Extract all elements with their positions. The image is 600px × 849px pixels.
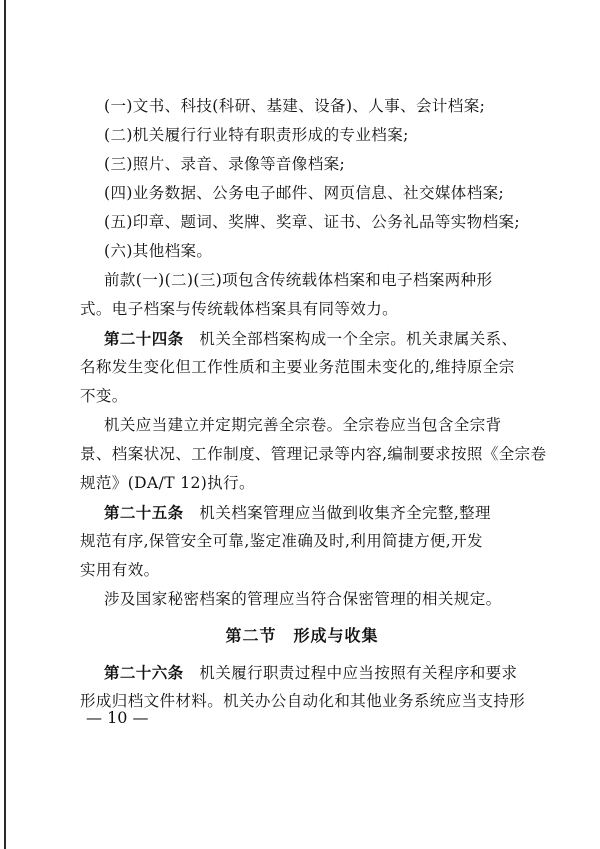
- list-item: (二)机关履行行业特有职责形成的专业档案;: [104, 126, 409, 144]
- paragraph-line: 规范有序,保管安全可靠,鉴定准确及时,利用简捷方便,开发: [80, 532, 483, 550]
- article-text: 机关履行职责过程中应当按照有关程序和要求: [199, 664, 518, 682]
- list-item: (五)印章、题词、奖牌、奖章、证书、公务礼品等实物档案;: [104, 213, 521, 231]
- article-text: 机关档案管理应当做到收集齐全完整,整理: [199, 504, 491, 522]
- article-heading: 第二十六条: [104, 663, 184, 682]
- scan-edge-line: [4, 0, 6, 849]
- paragraph-line: 式。电子档案与传统载体档案具有同等效力。: [80, 300, 399, 318]
- section-title: 第二节 形成与收集: [225, 626, 379, 645]
- paragraph-line: 不变。: [80, 387, 128, 405]
- article-heading: 第二十五条: [104, 503, 184, 522]
- paragraph-line: 景、档案状况、工作制度、管理记录等内容,编制要求按照《全宗卷: [80, 445, 547, 463]
- paragraph-line: 前款(一)(二)(三)项包含传统载体档案和电子档案两种形: [104, 271, 493, 289]
- article-heading: 第二十四条: [104, 329, 184, 348]
- paragraph-line: 机关应当建立并定期完善全宗卷。全宗卷应当包含全宗背: [104, 416, 502, 434]
- paragraph-line: 规范》(DA/T 12)执行。: [80, 474, 255, 492]
- list-item: (六)其他档案。: [104, 242, 213, 260]
- document-body: [80, 92, 547, 716]
- paragraph-line: 名称发生变化但工作性质和主要业务范围未变化的,维持原全宗: [80, 358, 515, 376]
- article-text: 机关全部档案构成一个全宗。机关隶属关系、: [199, 330, 518, 348]
- list-item: (一)文书、科技(科研、基建、设备)、人事、会计档案;: [104, 97, 486, 115]
- article-25-line: [104, 498, 524, 527]
- paragraph-line: 涉及国家秘密档案的管理应当符合保密管理的相关规定。: [104, 590, 502, 608]
- list-item: (三)照片、录音、录像等音像档案;: [104, 155, 346, 173]
- page-number: — 10 —: [86, 708, 149, 727]
- article-26-line: [104, 658, 524, 687]
- paragraph-line: 形成归档文件材料。机关办公自动化和其他业务系统应当支持形: [80, 692, 526, 710]
- paragraph-line: 实用有效。: [80, 561, 160, 579]
- list-item: (四)业务数据、公务电子邮件、网页信息、社交媒体档案;: [104, 184, 505, 202]
- article-24-line: [104, 324, 524, 353]
